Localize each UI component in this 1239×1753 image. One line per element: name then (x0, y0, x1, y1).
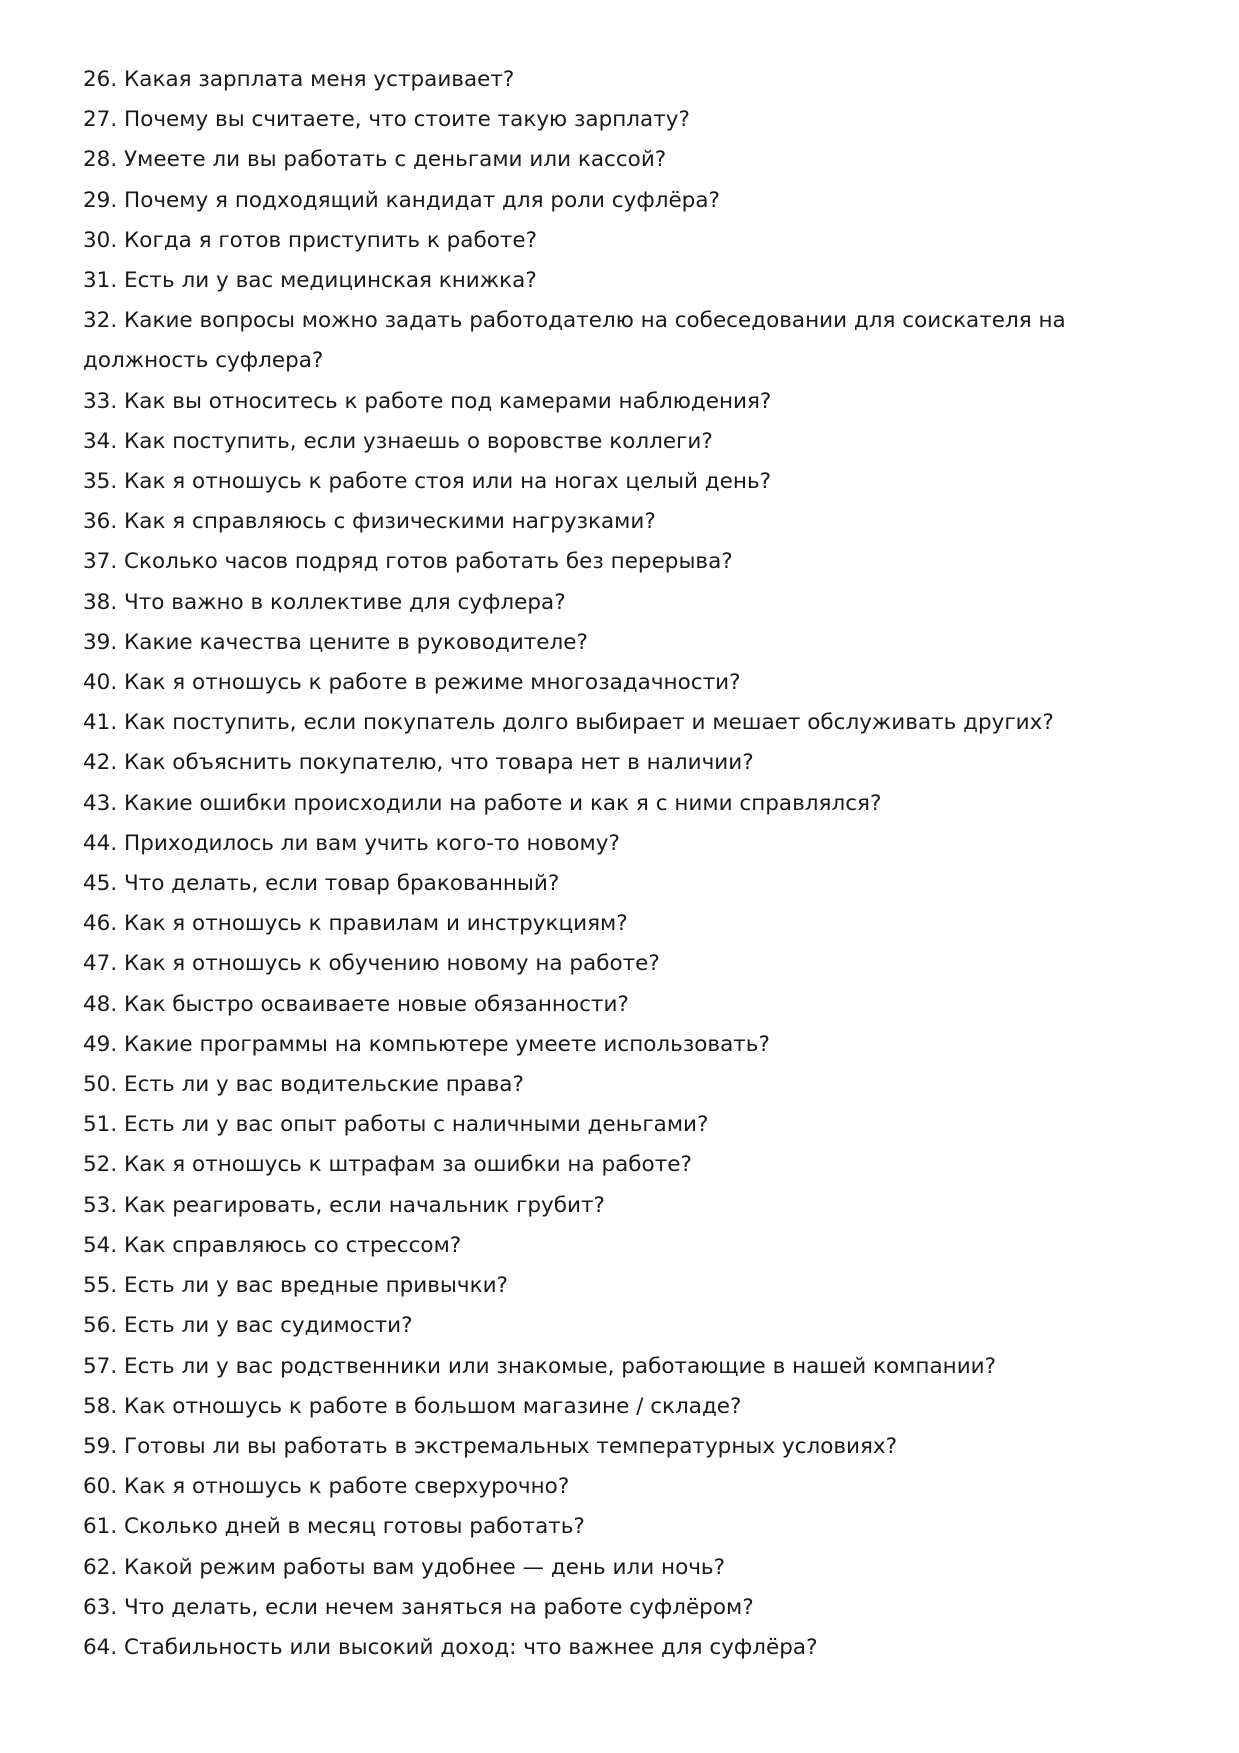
list-item: 48. Как быстро осваиваете новые обязанности? (83, 991, 629, 1017)
list-item: 60. Как я отношусь к работе сверхурочно? (83, 1474, 570, 1500)
list-item: 64. Стабильность или высокий доход: что важнее для суфлёра? (83, 1634, 818, 1660)
list-item: 51. Есть ли у вас опыт работы с наличными деньгами? (83, 1112, 709, 1138)
list-item: 31. Есть ли у вас медицинская книжка? (83, 268, 537, 294)
list-item: 62. Какой режим работы вам удобнее — день или ночь? (83, 1554, 726, 1580)
list-item: 39. Какие качества цените в руководителе? (83, 629, 588, 655)
list-item: 55. Есть ли у вас вредные привычки? (83, 1273, 508, 1299)
list-item: 43. Какие ошибки происходили на работе и как я с ними справлялся? (83, 790, 882, 816)
list-item: 30. Когда я готов приступить к работе? (83, 227, 538, 253)
list-item: 44. Приходилось ли вам учить кого-то новому? (83, 830, 620, 856)
list-item: 35. Как я отношусь к работе стоя или на ногах целый день? (83, 469, 772, 495)
list-item: 42. Как объяснить покупателю, что товара нет в наличии? (83, 750, 754, 776)
list-item: 47. Как я отношусь к обучению новому на работе? (83, 951, 660, 977)
list-item: 59. Готовы ли вы работать в экстремальных температурных условиях? (83, 1433, 898, 1459)
list-item: 61. Сколько дней в месяц готовы работать? (83, 1514, 585, 1540)
list-item: 32. Какие вопросы можно задать работодателю на собеседовании для соискателя на должность суфлера? (83, 308, 1066, 374)
question-list (83, 60, 1163, 1668)
list-item: 56. Есть ли у вас судимости? (83, 1313, 413, 1339)
list-item: 45. Что делать, если товар бракованный? (83, 871, 560, 897)
list-item: 34. Как поступить, если узнаешь о воровстве коллеги? (83, 428, 713, 454)
list-item: 53. Как реагировать, если начальник грубит? (83, 1192, 605, 1218)
list-item: 58. Как отношусь к работе в большом магазине / складе? (83, 1393, 742, 1419)
list-item: 46. Как я отношусь к правилам и инструкциям? (83, 911, 628, 937)
list-item: 49. Какие программы на компьютере умеете использовать? (83, 1031, 770, 1057)
list-item: 37. Сколько часов подряд готов работать без перерыва? (83, 549, 733, 575)
list-item: 28. Умеете ли вы работать с деньгами или кассой? (83, 147, 667, 173)
list-item: 41. Как поступить, если покупатель долго выбирает и мешает обслуживать других? (83, 710, 1054, 736)
list-item: 40. Как я отношусь к работе в режиме многозадачности? (83, 670, 741, 696)
list-item: 36. Как я справляюсь с физическими нагрузками? (83, 509, 656, 535)
list-item: 52. Как я отношусь к штрафам за ошибки на работе? (83, 1152, 692, 1178)
list-item: 54. Как справляюсь со стрессом? (83, 1232, 462, 1258)
list-item: 33. Как вы относитесь к работе под камерами наблюдения? (83, 388, 772, 414)
list-item: 27. Почему вы считаете, что стоите такую зарплату? (83, 107, 690, 133)
list-item: 57. Есть ли у вас родственники или знакомые, работающие в нашей компании? (83, 1353, 997, 1379)
list-item: 38. Что важно в коллективе для суфлера? (83, 589, 566, 615)
list-item: 29. Почему я подходящий кандидат для роли суфлёра? (83, 187, 720, 213)
list-item: 26. Какая зарплата меня устраивает? (83, 67, 515, 92)
list-item: 50. Есть ли у вас водительские права? (83, 1072, 524, 1098)
list-item: 63. Что делать, если нечем заняться на работе суфлёром? (83, 1594, 754, 1620)
